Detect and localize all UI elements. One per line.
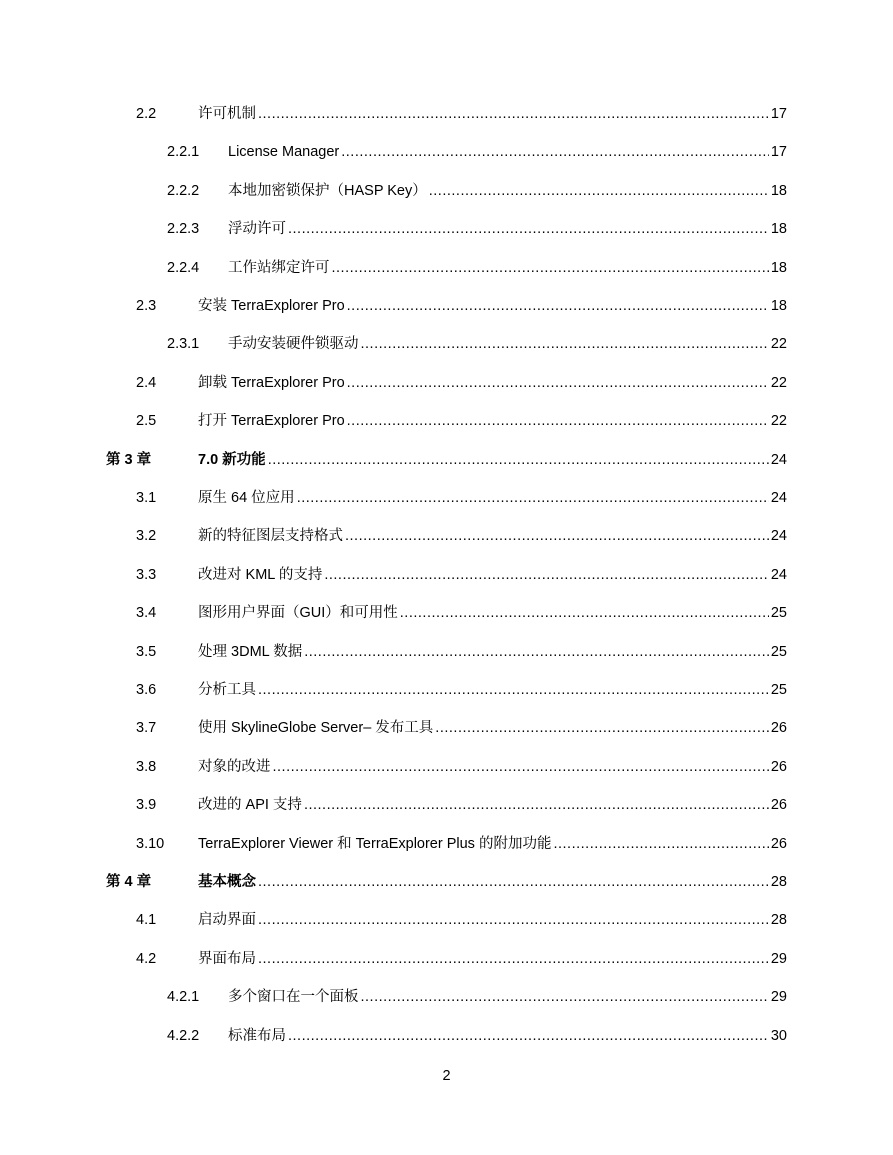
toc-entry-page: 26 [770,758,787,775]
toc-entry-number: 2.2.4 [167,259,200,276]
toc-dot-leader [553,834,768,854]
toc-entry[interactable] [136,565,787,585]
toc-entry[interactable] [136,488,787,508]
toc-entry-number: 3.4 [136,605,157,622]
toc-entry-title: 改进的 API 支持 [198,797,302,814]
toc-entry-title: 手动安装硬件锁驱动 [228,336,359,353]
toc-entry-page: 17 [770,144,787,161]
toc-entry-number: 4.2.1 [167,989,200,1006]
toc-entry-number: 第 4 章 [106,874,152,890]
toc-entry-title: TerraExplorer Viewer 和 TerraExplorer Plus 的附加功能 [198,835,552,852]
toc-entry-number: 3.8 [136,758,157,775]
toc-entry-page: 29 [770,950,787,967]
toc-entry[interactable] [136,642,787,662]
toc-dot-leader [304,795,769,815]
toc-entry-title: 7.0 新功能 [198,451,266,468]
toc-entry-title: 标准布局 [228,1027,286,1044]
toc-dot-leader [429,181,769,201]
toc-entry-page: 25 [770,643,787,660]
toc-chapter-entry[interactable] [106,872,787,892]
toc-entry[interactable] [167,987,787,1007]
toc-entry-page: 17 [770,106,787,122]
toc-entry[interactable] [167,181,787,201]
toc-entry[interactable] [167,219,787,239]
toc-entry-title: 使用 SkylineGlobe Server– 发布工具 [198,720,434,737]
toc-dot-leader [288,219,769,239]
toc-dot-leader [273,757,769,777]
toc-dot-leader [297,488,769,508]
toc-entry-number: 2.4 [136,374,157,391]
toc-entry-page: 24 [770,566,787,583]
toc-dot-leader [258,872,769,892]
toc-entry-title: 基本概念 [198,874,256,890]
toc-entry-title: 图形用户界面（GUI）和可用性 [198,605,398,622]
toc-entry-page: 22 [770,336,787,353]
toc-entry-number: 4.2.2 [167,1027,200,1044]
toc-dot-leader [361,334,769,354]
toc-entry-title: 原生 64 位应用 [198,490,295,506]
toc-entry-title: 处理 3DML 数据 [198,643,303,660]
toc-entry-number: 4.2 [136,950,157,967]
toc-entry-number: 3.3 [136,566,157,583]
toc-entry-number: 3.7 [136,720,157,737]
toc-entry-title: 分析工具 [198,682,256,698]
toc-entry-page: 28 [770,912,787,929]
toc-dot-leader [324,565,769,585]
toc-entry-number: 2.2.1 [167,144,200,161]
toc-entry-number: 2.2.2 [167,182,200,199]
toc-entry[interactable] [136,757,787,777]
toc-dot-leader [347,296,769,316]
toc-entry-page: 29 [770,989,787,1006]
toc-entry[interactable] [167,142,787,162]
toc-entry-page: 18 [770,182,787,199]
toc-dot-leader [435,718,769,738]
toc-dot-leader [345,526,769,546]
toc-entry-title: 对象的改进 [198,758,271,775]
toc-dot-leader [258,949,769,969]
toc-dot-leader [361,987,769,1007]
toc-entry-number: 4.1 [136,912,157,929]
toc-dot-leader [347,411,769,431]
toc-entry-page: 22 [770,374,787,391]
toc-entry[interactable] [136,680,787,700]
toc-entry-number: 3.5 [136,643,157,660]
toc-entry[interactable] [136,296,787,316]
toc-entry-title: 安装 TerraExplorer Pro [198,298,345,314]
toc-entry-number: 3.9 [136,797,157,814]
toc-dot-leader [304,642,769,662]
toc-entry-number: 2.5 [136,413,157,430]
toc-entry-page: 18 [770,259,787,276]
toc-entry-title: 改进对 KML 的支持 [198,566,323,583]
toc-entry-number: 3.6 [136,682,157,698]
toc-dot-leader [332,258,769,278]
toc-entry-title: 许可机制 [198,106,256,122]
toc-entry-page: 26 [770,835,787,852]
toc-entry[interactable] [136,949,787,969]
toc-entry-page: 22 [770,413,787,430]
toc-entry-title: 打开 TerraExplorer Pro [198,413,345,430]
toc-entry-title: 启动界面 [198,912,256,929]
toc-entry-title: 工作站绑定许可 [228,259,330,276]
toc-entry-number: 3.1 [136,490,157,506]
toc-entry-title: 卸载 TerraExplorer Pro [198,374,345,391]
toc-dot-leader [400,603,769,623]
toc-dot-leader [347,373,769,393]
toc-entry[interactable] [167,1026,787,1046]
toc-entry-number: 2.3 [136,298,157,314]
toc-entry-page: 24 [770,528,787,545]
toc-dot-leader [258,104,769,124]
toc-dot-leader [268,450,769,470]
toc-entry-page: 25 [770,605,787,622]
toc-entry-page: 18 [770,221,787,238]
toc-entry-title: 界面布局 [198,950,256,967]
page-number: 2 [442,1068,451,1084]
toc-entry[interactable] [136,104,787,124]
toc-entry[interactable] [136,373,787,393]
toc-entry[interactable] [136,910,787,930]
toc-entry[interactable] [136,526,787,546]
toc-entry[interactable] [167,258,787,278]
toc-entry-title: License Manager [228,144,340,161]
toc-dot-leader [341,142,769,162]
toc-entry-number: 第 3 章 [106,451,152,468]
toc-entry-title: 本地加密锁保护（HASP Key） [228,182,427,199]
toc-entry[interactable] [167,334,787,354]
toc-entry-title: 新的特征图层支持格式 [198,528,343,545]
toc-dot-leader [258,910,769,930]
toc-chapter-entry[interactable] [106,450,787,470]
toc-entry-number: 3.2 [136,528,157,545]
toc-entry-title: 浮动许可 [228,221,286,238]
toc-dot-leader [258,680,769,700]
toc-entry-page: 25 [770,682,787,698]
toc-entry-page: 28 [770,874,787,890]
toc-entry-page: 26 [770,797,787,814]
toc-entry-page: 30 [770,1027,787,1044]
toc-entry-number: 2.2 [136,106,157,122]
toc-entry-page: 24 [770,490,787,506]
toc-entry-page: 26 [770,720,787,737]
toc-entry-page: 18 [770,298,787,314]
toc-entry[interactable] [136,411,787,431]
toc-entry[interactable] [136,603,787,623]
toc-entry[interactable] [136,718,787,738]
toc-entry-number: 2.3.1 [167,336,200,353]
toc-entry[interactable] [136,795,787,815]
toc-entry-number: 2.2.3 [167,221,200,238]
toc-dot-leader [288,1026,769,1046]
toc-entry-number: 3.10 [136,835,165,852]
toc-entry-page: 24 [770,451,787,468]
toc-entry[interactable] [136,834,787,854]
toc-entry-title: 多个窗口在一个面板 [228,989,359,1006]
